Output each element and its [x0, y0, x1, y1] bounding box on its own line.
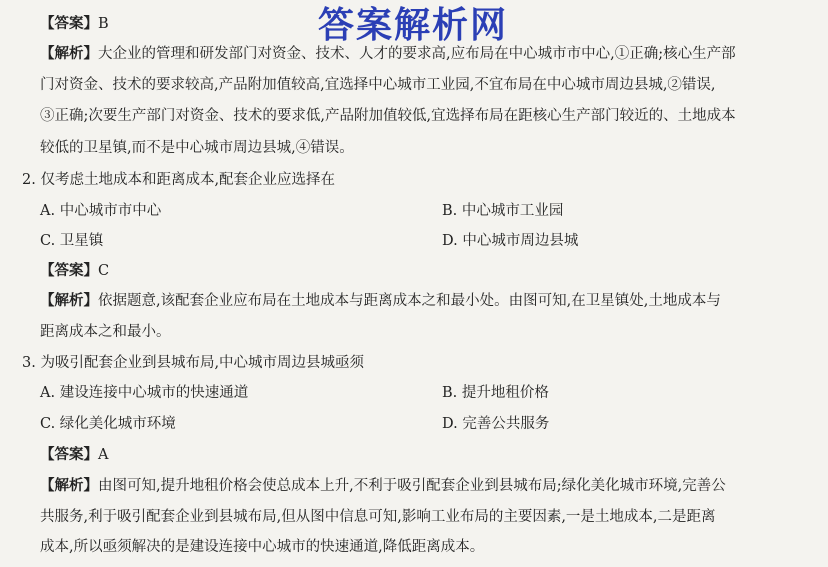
option-d: D. 中心城市周边县城	[442, 233, 579, 249]
explanation-line	[40, 44, 808, 64]
explanation-line: 成本,所以亟须解决的是建设连接中心城市的快速通道,降低距离成本。	[40, 539, 485, 555]
option-b: B. 中心城市工业园	[442, 203, 564, 219]
answer-line-3	[40, 445, 808, 465]
answer-value: A	[98, 447, 109, 463]
answer-tag: 【答案】	[40, 15, 98, 32]
answer-tag: 【答案】	[40, 446, 98, 463]
explanation-line: 门对资金、技术的要求较高,产品附加值较高,宜选择中心城市工业园,不宜布局在中心城市周边县城,②错误,	[40, 77, 716, 93]
watermark-logo: 答案解析网	[318, 5, 509, 46]
explanation-line: 较低的卫星镇,而不是中心城市周边县城,④错误。	[40, 140, 354, 156]
option-d: D. 完善公共服务	[442, 416, 550, 432]
answer-line-1	[40, 14, 808, 34]
option-c: C. 绿化美化城市环境	[40, 416, 176, 432]
answer-value: C	[98, 263, 110, 279]
explanation-text: 由图可知,提升地租价格会使总成本上升,不利于吸引配套企业到县城布局;绿化美化城市环境,完善公	[98, 478, 726, 494]
explanation-line: 距离成本之和最小。	[40, 324, 171, 340]
answer-tag: 【答案】	[40, 262, 98, 279]
explanation-text: 依据题意,该配套企业应布局在土地成本与距离成本之和最小处。由图可知,在卫星镇处,土地成本与	[98, 293, 721, 309]
question-stem: 3. 为吸引配套企业到县城布局,中心城市周边县城亟须	[22, 355, 365, 371]
option-a: A. 中心城市市中心	[40, 203, 162, 219]
explanation-tag: 【解析】	[40, 292, 98, 309]
answer-line-2	[40, 261, 808, 281]
explanation-tag: 【解析】	[40, 477, 98, 494]
option-b: B. 提升地租价格	[442, 385, 549, 401]
explanation-text: 大企业的管理和研发部门对资金、技术、人才的要求高,应布局在中心城市市中心,①正确;核心生产部	[98, 46, 736, 62]
explanation-line	[40, 291, 808, 311]
question-stem: 2. 仅考虑土地成本和距离成本,配套企业应选择在	[22, 172, 336, 188]
explanation-tag: 【解析】	[40, 45, 98, 62]
option-a: A. 建设连接中心城市的快速通道	[40, 385, 249, 401]
answer-value: B	[98, 16, 109, 32]
option-c: C. 卫星镇	[40, 233, 104, 249]
explanation-line: 共服务,利于吸引配套企业到县城布局,但从图中信息可知,影响工业布局的主要因素,一是土地成本,二是距离	[40, 509, 716, 525]
explanation-line	[40, 476, 808, 496]
explanation-line: ③正确;次要生产部门对资金、技术的要求低,产品附加值较低,宜选择布局在距核心生产部门较近的、土地成本	[40, 108, 736, 124]
